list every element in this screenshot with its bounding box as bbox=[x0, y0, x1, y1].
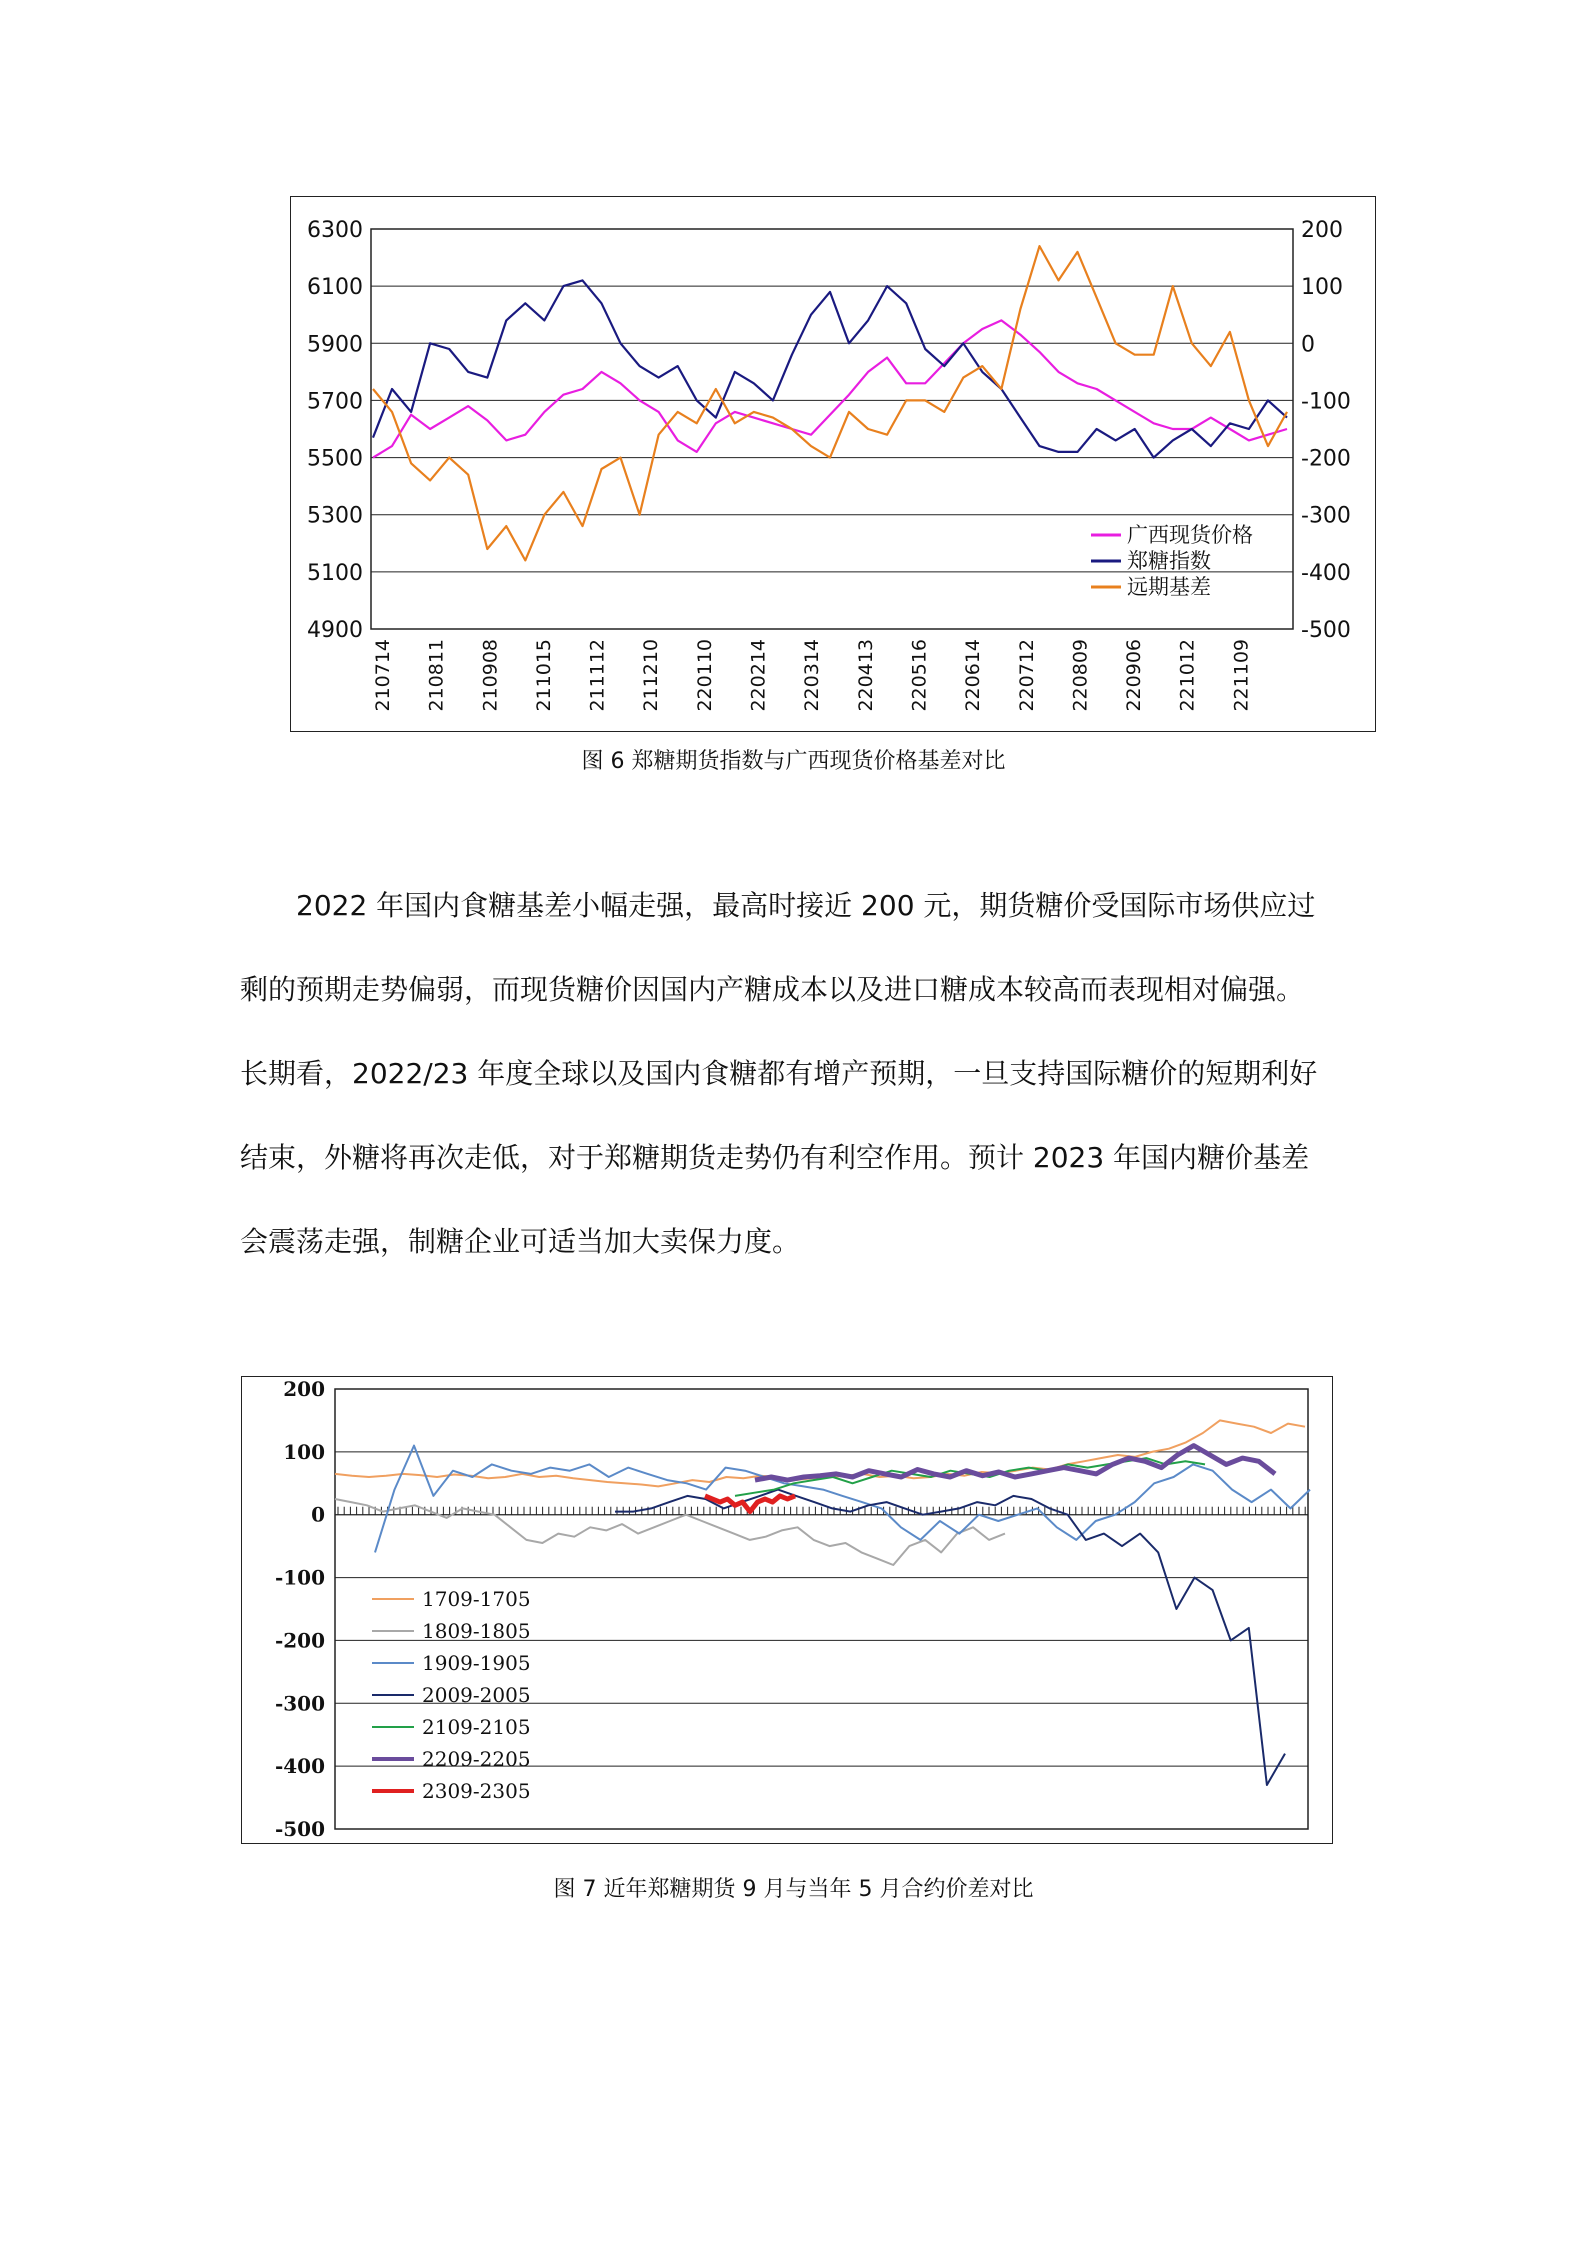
x-tick-label: 220516 bbox=[908, 639, 931, 712]
y-right-tick-label: -100 bbox=[1301, 389, 1351, 415]
legend-label: 远期基差 bbox=[1127, 575, 1211, 599]
x-tick-label: 221012 bbox=[1176, 639, 1199, 712]
y-tick-label: -300 bbox=[274, 1691, 325, 1716]
y-left-tick-label: 6100 bbox=[307, 275, 363, 301]
y-tick-label: -200 bbox=[274, 1628, 325, 1653]
y-tick-label: 100 bbox=[283, 1439, 325, 1464]
y-right-tick-label: 200 bbox=[1301, 218, 1343, 243]
x-tick-label: 210811 bbox=[425, 639, 448, 712]
x-tick-label: 210908 bbox=[479, 639, 502, 712]
legend-label: 2209-2205 bbox=[422, 1747, 531, 1771]
paragraph-line: 会震荡走强，制糖企业可适当加大卖保力度。 bbox=[240, 1225, 801, 1258]
legend-label: 广西现货价格 bbox=[1127, 523, 1253, 547]
y-right-tick-label: 100 bbox=[1301, 275, 1343, 301]
chart-6-svg bbox=[291, 197, 1375, 731]
y-tick-label: 200 bbox=[283, 1377, 325, 1401]
legend-label: 1709-1705 bbox=[422, 1587, 531, 1611]
y-tick-label: -400 bbox=[274, 1754, 325, 1779]
y-right-tick-label: -400 bbox=[1301, 560, 1351, 586]
paragraph-line: 剩的预期走势偏弱，而现货糖价因国内产糖成本以及进口糖成本较高而表现相对偏强。 bbox=[240, 973, 1305, 1006]
body-paragraph bbox=[240, 864, 1350, 1284]
y-left-tick-label: 5900 bbox=[307, 332, 363, 358]
paragraph-line: 长期看，2022/23 年度全球以及国内食糖都有增产预期，一旦支持国际糖价的短期利好 bbox=[240, 1057, 1318, 1090]
y-left-tick-label: 4900 bbox=[307, 618, 363, 643]
y-right-tick-label: -300 bbox=[1301, 503, 1351, 529]
y-left-tick-label: 6300 bbox=[307, 218, 363, 243]
x-tick-label: 220906 bbox=[1123, 639, 1146, 712]
y-left-tick-label: 5500 bbox=[307, 446, 363, 472]
y-tick-label: -100 bbox=[274, 1565, 325, 1590]
figure-7-caption: 图 7 近年郑糖期货 9 月与当年 5 月合约价差对比 bbox=[553, 1877, 1034, 1902]
y-left-tick-label: 5100 bbox=[307, 560, 363, 586]
y-right-tick-label: -500 bbox=[1301, 618, 1351, 643]
legend-label: 2309-2305 bbox=[422, 1779, 531, 1803]
x-tick-label: 220712 bbox=[1015, 639, 1038, 712]
legend-label: 2009-2005 bbox=[422, 1683, 531, 1707]
x-tick-label: 220314 bbox=[801, 639, 824, 712]
legend-label: 1909-1905 bbox=[422, 1651, 531, 1675]
chart-6 bbox=[290, 196, 1376, 732]
paragraph-line: 结束，外糖将再次走低，对于郑糖期货走势仍有利空作用。预计 2023 年国内糖价基差 bbox=[240, 1141, 1310, 1174]
paragraph-line: 2022 年国内食糖基差小幅走强，最高时接近 200 元，期货糖价受国际市场供应过 bbox=[296, 889, 1316, 922]
x-tick-label: 220413 bbox=[854, 639, 877, 712]
legend-label: 郑糖指数 bbox=[1127, 549, 1211, 573]
y-tick-label: 0 bbox=[311, 1502, 325, 1527]
legend-label: 2109-2105 bbox=[422, 1715, 531, 1739]
x-tick-label: 210714 bbox=[372, 639, 394, 712]
y-left-tick-label: 5700 bbox=[307, 389, 363, 415]
chart-7 bbox=[241, 1376, 1333, 1844]
chart-7-svg bbox=[242, 1377, 1332, 1843]
x-tick-label: 221109 bbox=[1230, 639, 1253, 712]
y-right-tick-label: 0 bbox=[1301, 332, 1315, 358]
y-left-tick-label: 5300 bbox=[307, 503, 363, 529]
legend-label: 1809-1805 bbox=[422, 1619, 531, 1643]
x-tick-label: 220214 bbox=[747, 639, 770, 712]
x-tick-label: 220614 bbox=[962, 639, 985, 712]
y-tick-label: -500 bbox=[274, 1817, 325, 1841]
x-tick-label: 211112 bbox=[586, 639, 609, 712]
x-tick-label: 211210 bbox=[640, 639, 663, 712]
x-tick-label: 220809 bbox=[1069, 639, 1092, 712]
x-tick-label: 211015 bbox=[532, 639, 555, 712]
figure-6-caption: 图 6 郑糖期货指数与广西现货价格基差对比 bbox=[581, 749, 1006, 774]
y-right-tick-label: -200 bbox=[1301, 446, 1351, 472]
x-tick-label: 220110 bbox=[693, 639, 716, 712]
